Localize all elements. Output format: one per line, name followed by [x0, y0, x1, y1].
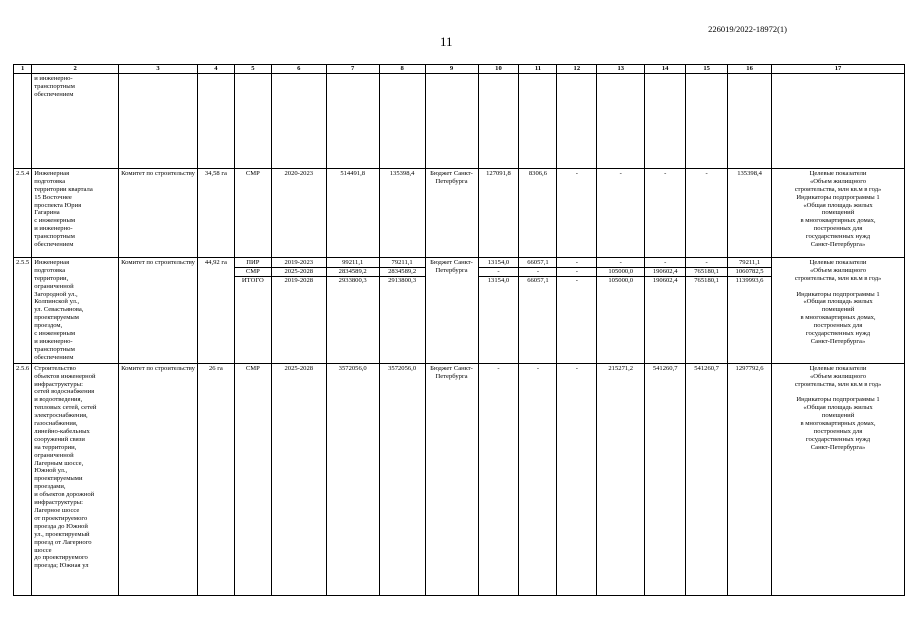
cell-line: территории, — [34, 274, 69, 282]
column-number: 13 — [597, 65, 645, 74]
funding-source-cell: Бюджет Санкт-Петербурга — [425, 257, 478, 363]
cell-line: 541260,7 — [652, 364, 678, 372]
cell-line: - — [519, 268, 556, 277]
column-number: 2 — [32, 65, 119, 74]
cell-line: подготовка — [34, 177, 66, 185]
cell-line: транспортным — [34, 345, 75, 353]
cell-line: - — [497, 364, 500, 372]
column-number: 3 — [119, 65, 198, 74]
item-name-cell — [32, 168, 119, 257]
year-value-cell-12 — [557, 257, 597, 363]
year-value-cell-13 — [597, 257, 645, 363]
executor-cell — [119, 73, 198, 168]
target-line: «Общая площадь жилых — [803, 298, 873, 306]
column-number: 4 — [197, 65, 234, 74]
column-number: 14 — [645, 65, 686, 74]
years-cell — [271, 73, 326, 168]
target-line: построенных для — [813, 427, 863, 435]
total-cost-cell — [326, 257, 379, 363]
column-number: 16 — [728, 65, 772, 74]
cell-line: 79211,1 — [728, 259, 771, 268]
cell-line: - — [597, 259, 644, 268]
year-value-cell-12 — [557, 73, 597, 168]
cell-line: сооружений связи — [34, 435, 85, 443]
column-number: 1 — [14, 65, 32, 74]
cell-line: Инженерная — [34, 169, 70, 177]
cell-line: 1060782,5 — [728, 268, 771, 277]
area-cell: 26 га — [197, 363, 234, 595]
cell-line: 1139993,6 — [735, 276, 764, 284]
target-line: Индикаторы подпрограммы 1 — [796, 290, 880, 298]
executor-cell: Комитет по строительству — [119, 257, 198, 363]
cell-line: 2025-2028 — [272, 268, 326, 277]
cell-line: 2025-2028 — [284, 364, 314, 372]
item-name-cell — [32, 363, 119, 595]
cell-line: на территории, — [34, 443, 77, 451]
cell-line: до проектируемого — [34, 554, 88, 562]
item-name-cell — [32, 257, 119, 363]
funding-source-cell — [425, 73, 478, 168]
cell-line: Гагарина — [34, 209, 60, 217]
cell-line: транспортным — [34, 233, 75, 241]
cell-line: Колпинской ул., — [34, 298, 80, 306]
area-cell: 34,58 га — [197, 168, 234, 257]
funding-source-cell: Бюджет Санкт-Петербурга — [425, 168, 478, 257]
cell-line: - — [557, 268, 596, 277]
year-value-cell-14 — [645, 257, 686, 363]
cell-line: Южной ул., — [34, 467, 68, 475]
cell-line: газоснабжения, — [34, 420, 78, 428]
item-number-cell: 2.5.5 — [14, 257, 32, 363]
cell-line: - — [686, 259, 727, 268]
column-number: 9 — [425, 65, 478, 74]
year-value-cell-11 — [519, 363, 557, 595]
cell-line: - — [619, 169, 622, 177]
area-cell — [197, 73, 234, 168]
cell-line: - — [575, 276, 578, 284]
cell-line: объектов инженерной — [34, 372, 96, 380]
cell-line: 13154,0 — [479, 259, 519, 268]
target-line: в многоквартирных домах, — [800, 217, 876, 225]
cell-line: 2834589,2 — [327, 268, 379, 277]
executor-cell: Комитет по строительству — [119, 363, 198, 595]
cell-line: 215271,2 — [608, 364, 634, 372]
table-row — [14, 363, 905, 595]
cell-line: шоссе — [34, 546, 52, 554]
cell-line: 765180,1 — [694, 276, 719, 284]
target-line: строительства, млн кв.м в год» — [794, 380, 882, 388]
years-cell — [271, 363, 326, 595]
column-number: 15 — [686, 65, 728, 74]
year-value-cell-13 — [597, 73, 645, 168]
year-value-cell-10 — [478, 363, 519, 595]
cell-line: и инженерно- — [34, 225, 73, 233]
cell-line: инфраструктуры: — [34, 499, 83, 507]
column-number: 7 — [326, 65, 379, 74]
cell-line: Инженерная — [34, 258, 70, 266]
targets-cell — [772, 168, 905, 257]
cell-line: ПИР — [235, 259, 271, 268]
cell-line: проездом, — [34, 322, 63, 330]
cell-line: территории квартала — [34, 185, 93, 193]
cell-line: - — [705, 169, 708, 177]
executor-cell: Комитет по строительству — [119, 168, 198, 257]
year-value-cell-15 — [686, 168, 728, 257]
cell-line: и водоотведения, — [34, 396, 83, 404]
target-line: в многоквартирных домах, — [800, 314, 876, 322]
target-line: Санкт-Петербурга» — [810, 337, 866, 345]
cell-line: 190602,4 — [652, 276, 678, 284]
stage-cell — [234, 363, 271, 595]
cell-line: - — [557, 259, 596, 268]
cell-line: 2019-2023 — [272, 259, 326, 268]
cell-line: и объектов дорожной — [34, 491, 95, 499]
stage-cell — [234, 73, 271, 168]
stage-cell — [234, 168, 271, 257]
cell-line: 765180,1 — [686, 268, 727, 277]
target-line: Целевые показатели — [809, 169, 867, 177]
year-value-cell-10 — [478, 168, 519, 257]
year-value-cell-11 — [519, 168, 557, 257]
targets-cell — [772, 363, 905, 595]
budget-cell — [379, 363, 425, 595]
year-value-cell-13 — [597, 363, 645, 595]
cell-line: проезда до Южной — [34, 522, 88, 530]
cell-line: 79211,1 — [380, 259, 425, 268]
cell-line: ИТОГО — [241, 276, 264, 284]
target-line — [774, 388, 902, 396]
cell-line: 3572056,0 — [388, 364, 417, 372]
cell-line: электроснабжения, — [34, 412, 88, 420]
cell-line: Лагерным шоссе, — [34, 459, 84, 467]
column-number: 8 — [379, 65, 425, 74]
target-line: «Общая площадь жилых — [803, 201, 873, 209]
cell-line: 13154,0 — [487, 276, 510, 284]
target-line: Индикаторы подпрограммы 1 — [796, 193, 880, 201]
cell-line: и инженерно- — [34, 337, 73, 345]
cell-line: - — [575, 364, 578, 372]
cell-line: Загородной ул., — [34, 290, 78, 298]
cell-line: с инженерным — [34, 217, 76, 225]
cell-line: СМР — [245, 364, 260, 372]
year-value-cell-15 — [686, 73, 728, 168]
year-value-cell-16 — [728, 168, 772, 257]
cell-line: 66057,1 — [519, 259, 556, 268]
budget-cell — [379, 168, 425, 257]
target-line: построенных для — [813, 225, 863, 233]
cell-line: Строительство — [34, 364, 76, 372]
cell-line: тепловых сетей, сетей — [34, 404, 97, 412]
cell-line: 541260,7 — [694, 364, 719, 372]
cell-line: СМР — [235, 268, 271, 277]
targets-cell — [772, 257, 905, 363]
target-line: Индикаторы подпрограммы 1 — [796, 396, 880, 404]
item-name-cell — [32, 73, 119, 168]
total-cost-cell — [326, 73, 379, 168]
cell-line: проектируемыми — [34, 475, 83, 483]
cell-line: 514491,8 — [340, 169, 366, 177]
cell-line: обеспечением — [34, 353, 74, 361]
target-line: Санкт-Петербурга» — [810, 241, 866, 249]
cell-line: - — [479, 268, 519, 277]
target-line: построенных для — [813, 322, 863, 330]
column-number: 11 — [519, 65, 557, 74]
targets-cell — [772, 73, 905, 168]
cell-line: 3572056,0 — [338, 364, 367, 372]
cell-line: ограниченной — [34, 451, 74, 459]
budget-cell — [379, 257, 425, 363]
cell-line: Лагерное шоссе — [34, 507, 80, 514]
cell-line: - — [645, 259, 685, 268]
cell-line: 127091,8 — [486, 169, 511, 177]
item-number-cell — [14, 73, 32, 168]
cell-line: 15 Восточнее — [34, 193, 72, 201]
budget-cell — [379, 73, 425, 168]
target-line: в многоквартирных домах, — [800, 420, 876, 428]
target-line: «Общая площадь жилых — [803, 404, 873, 412]
cell-line: 105000,0 — [608, 276, 634, 284]
cell-line: проектируемым — [34, 314, 79, 322]
year-value-cell-14 — [645, 363, 686, 595]
cell-line: 135398,4 — [737, 169, 762, 177]
cell-line: 99211,1 — [327, 259, 379, 268]
cell-line: 8306,6 — [528, 169, 547, 177]
target-line: Целевые показатели — [809, 364, 867, 372]
column-number: 10 — [478, 65, 519, 74]
cell-line: 2933800,3 — [338, 276, 367, 284]
table-row — [14, 168, 905, 257]
target-line: помещений — [821, 306, 855, 314]
years-cell — [271, 168, 326, 257]
target-line: «Объем жилищного — [809, 177, 867, 185]
target-line: Санкт-Петербурга» — [810, 443, 866, 451]
cell-line: проезд от Лагерного — [34, 538, 92, 546]
cell-line: с инженерным — [34, 330, 76, 338]
item-number-cell: 2.5.4 — [14, 168, 32, 257]
total-cost-cell — [326, 168, 379, 257]
cell-line: ограниченной — [34, 282, 74, 290]
cell-line: 105000,0 — [597, 268, 644, 277]
cell-line: СМР — [245, 169, 260, 177]
table-row — [14, 257, 905, 363]
cell-line: - — [575, 169, 578, 177]
column-number: 6 — [271, 65, 326, 74]
cell-line: от проектируемого — [34, 514, 88, 522]
year-value-cell-15 — [686, 257, 728, 363]
target-line: «Объем жилищного — [809, 266, 867, 274]
total-cost-cell — [326, 363, 379, 595]
cell-line: ул., проектируемый — [34, 530, 90, 538]
cell-line: транспортным — [34, 82, 75, 90]
cell-line: проезда; Южная ул — [34, 562, 89, 570]
target-line: помещений — [821, 209, 855, 217]
cell-line: линейно-кабельных — [34, 427, 90, 435]
year-value-cell-16 — [728, 363, 772, 595]
cell-line: проспекта Юрия — [34, 201, 82, 209]
area-cell: 44,92 га — [197, 257, 234, 363]
cell-line: проездами, — [34, 483, 66, 491]
cell-line: обеспечением — [34, 90, 74, 98]
year-value-cell-16 — [728, 257, 772, 363]
target-line: государственных нужд — [805, 330, 871, 338]
year-value-cell-10 — [478, 73, 519, 168]
document-id: 226019/2022-18972(1) — [708, 24, 787, 34]
cell-line: и инженерно- — [34, 74, 73, 82]
year-value-cell-11 — [519, 73, 557, 168]
year-value-cell-11 — [519, 257, 557, 363]
years-cell — [271, 257, 326, 363]
cell-line: 135398,4 — [389, 169, 415, 177]
year-value-cell-12 — [557, 168, 597, 257]
table-row — [14, 73, 905, 168]
year-value-cell-14 — [645, 168, 686, 257]
year-value-cell-14 — [645, 73, 686, 168]
target-line: государственных нужд — [805, 435, 871, 443]
cell-line: - — [536, 364, 540, 372]
target-line: Целевые показатели — [809, 258, 867, 266]
column-number-row — [14, 65, 905, 74]
target-line — [774, 283, 902, 291]
column-number: 17 — [772, 65, 905, 74]
cell-line: ул. Севастьянова, — [34, 306, 84, 314]
cell-line: инфраструктуры: — [34, 380, 83, 388]
program-table — [13, 64, 905, 596]
cell-line: 190602,4 — [645, 268, 685, 277]
target-line: строительства, млн кв.м в год» — [794, 185, 882, 193]
cell-line: обеспечением — [34, 241, 74, 249]
item-number-cell: 2.5.6 — [14, 363, 32, 595]
column-number: 5 — [234, 65, 271, 74]
cell-line: сетей водоснабжения — [34, 388, 95, 396]
year-value-cell-12 — [557, 363, 597, 595]
cell-line: 2834589,2 — [380, 268, 425, 277]
year-value-cell-15 — [686, 363, 728, 595]
year-value-cell-13 — [597, 168, 645, 257]
target-line: государственных нужд — [805, 233, 871, 241]
stage-cell — [234, 257, 271, 363]
year-value-cell-10 — [478, 257, 519, 363]
cell-line: - — [664, 169, 667, 177]
target-line: «Объем жилищного — [809, 372, 867, 380]
cell-line: подготовка — [34, 266, 66, 274]
cell-line: 2913800,3 — [388, 276, 417, 284]
page-number: 11 — [440, 34, 453, 49]
target-line: помещений — [821, 412, 855, 420]
column-number: 12 — [557, 65, 597, 74]
cell-line: 1297792,6 — [735, 364, 764, 372]
cell-line: 66057,1 — [527, 276, 549, 284]
year-value-cell-16 — [728, 73, 772, 168]
target-line: строительства, млн кв.м в год» — [794, 274, 882, 282]
cell-line: 2019-2028 — [284, 276, 314, 284]
funding-source-cell: Бюджет Санкт-Петербурга — [425, 363, 478, 595]
cell-line: 2020-2023 — [284, 169, 314, 177]
